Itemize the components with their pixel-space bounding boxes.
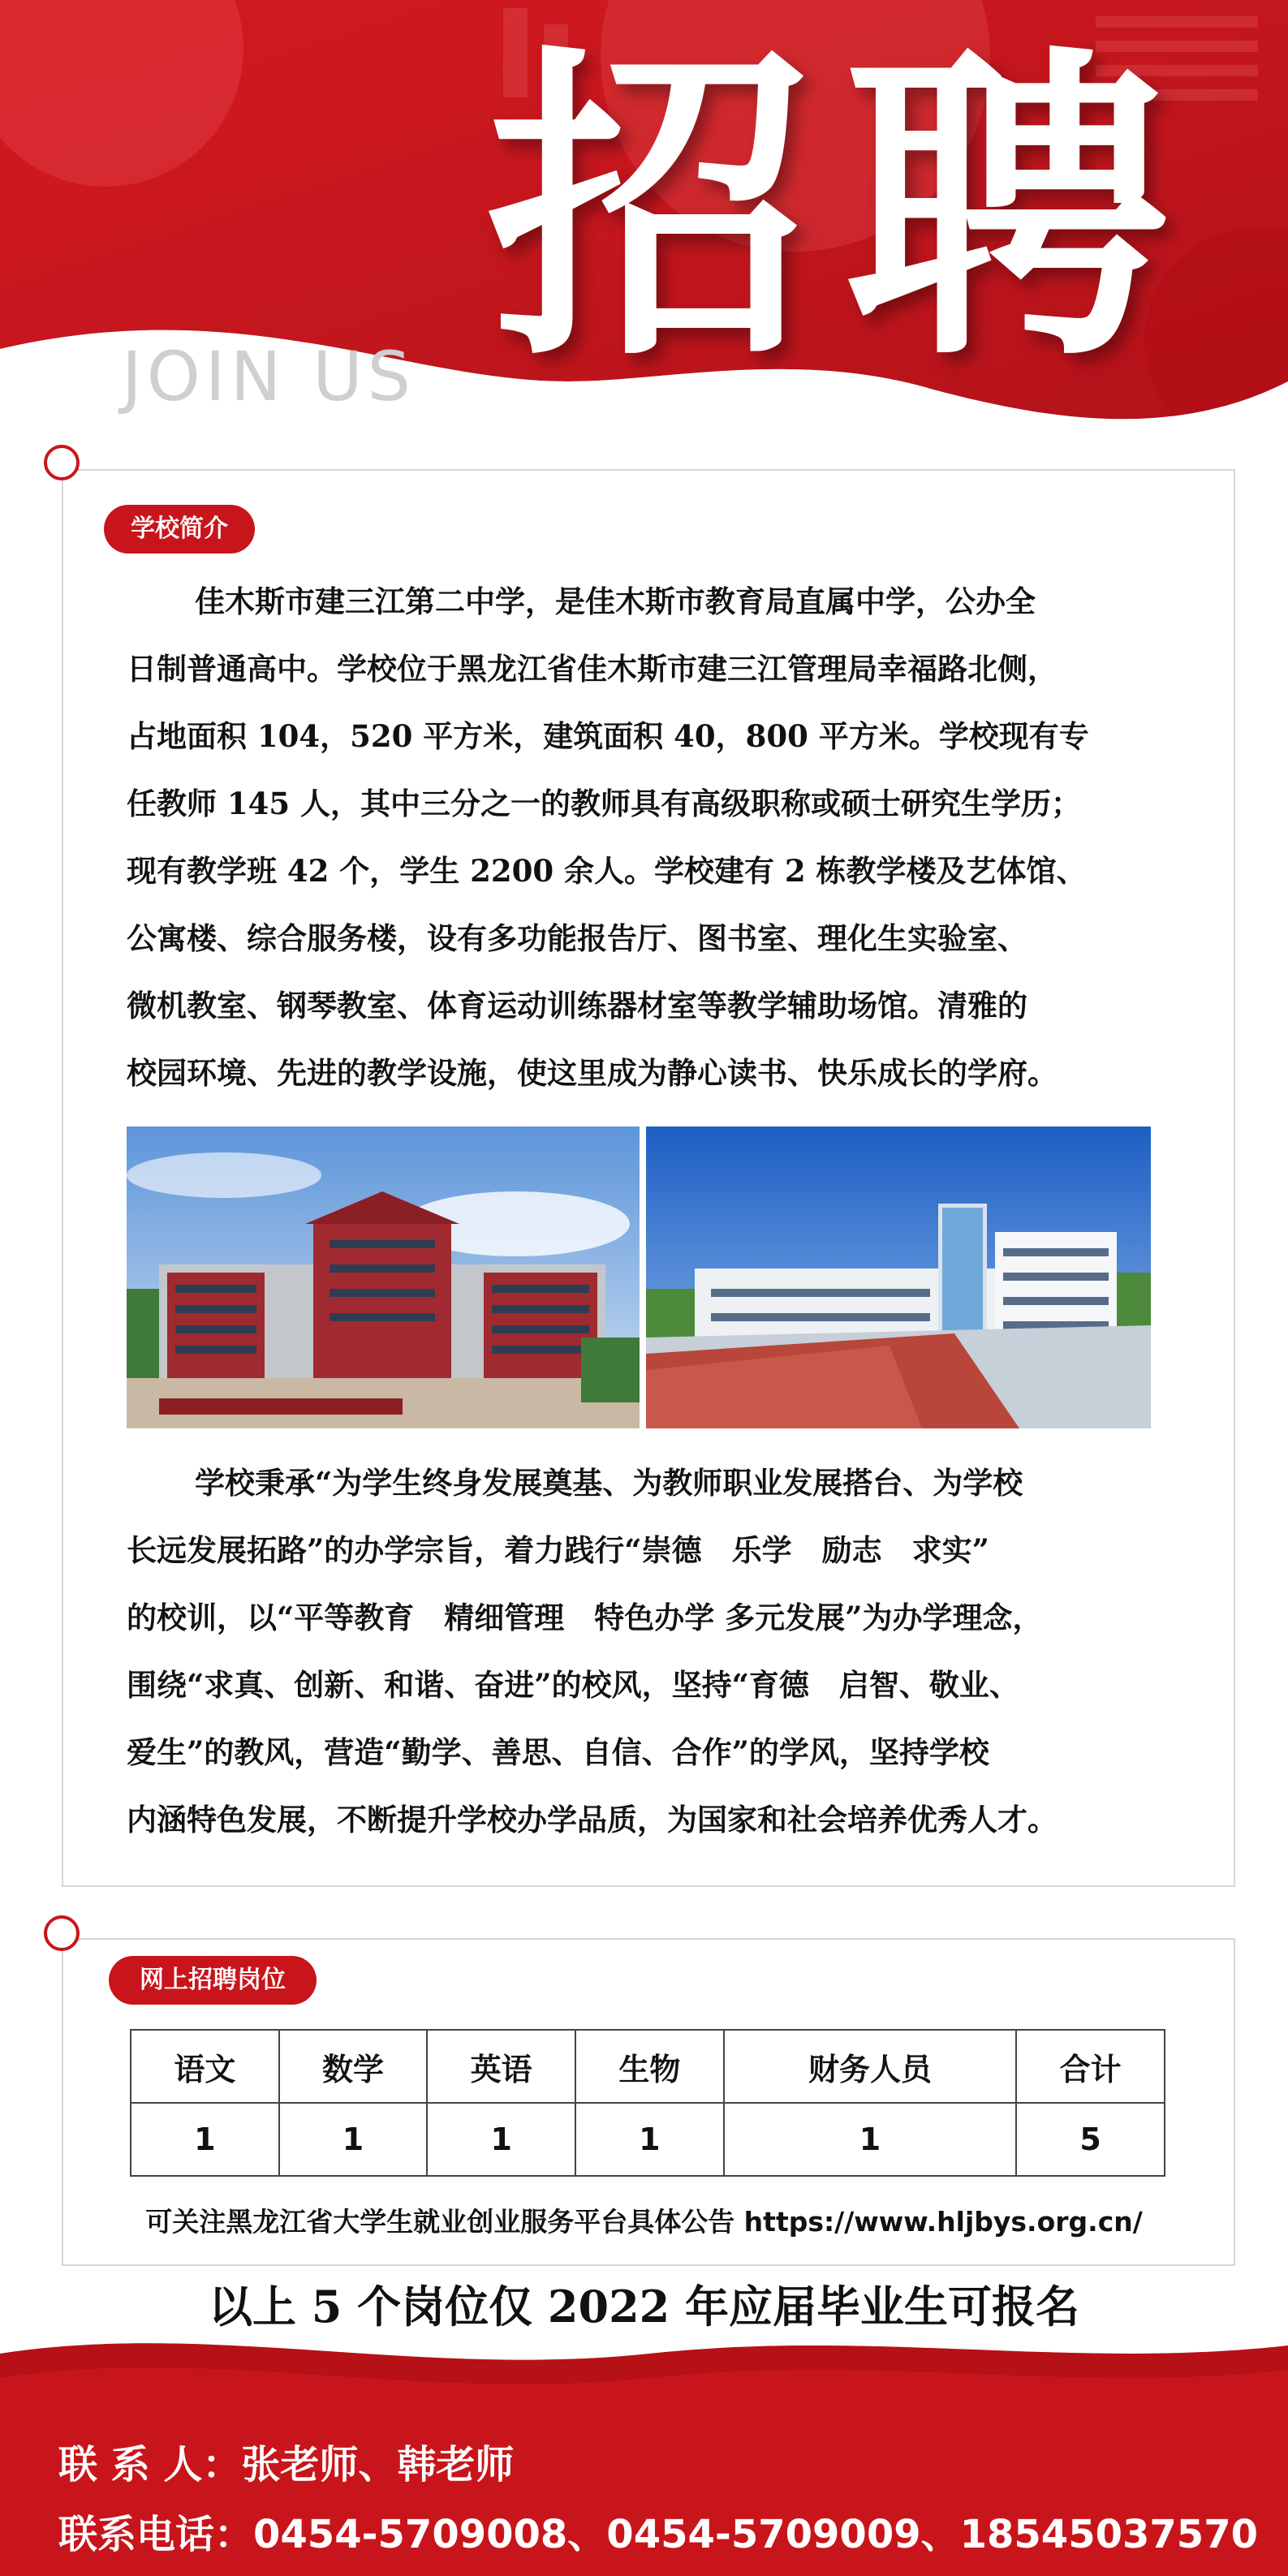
table-header-row — [131, 2030, 1165, 2103]
table-header-cell: 生物 — [575, 2030, 724, 2103]
table-cell: 1 — [575, 2103, 724, 2176]
table-row — [131, 2103, 1165, 2176]
table-cell: 5 — [1016, 2103, 1165, 2176]
text-line: 任教师 145 人，其中三分之一的教师具有高级职称或硕士研究生学历； — [127, 786, 1081, 821]
positions-table — [130, 2029, 1165, 2177]
positions-badge: 网上招聘岗位 — [109, 1956, 317, 2005]
text-line: 占地面积 104，520 平方米，建筑面积 40，800 平方米。学校现有专 — [127, 718, 1089, 754]
intro-paragraph-2 — [127, 1450, 1167, 1854]
table-header-cell: 财务人员 — [724, 2030, 1017, 2103]
table-cell: 1 — [427, 2103, 575, 2176]
contact-phone: 联系电话：0454-5709008、0454-5709009、18545037570 — [58, 2512, 1258, 2557]
school-intro-badge: 学校简介 — [104, 505, 255, 554]
table-header-cell: 合计 — [1016, 2030, 1165, 2103]
text-line: 佳木斯市建三江第二中学，是佳木斯市教育局直属中学，公办全 — [195, 584, 1036, 619]
platform-notice: 可关注黑龙江省大学生就业创业服务平台具体公告 https://www.hljbys.org.cn/ — [145, 2206, 1143, 2238]
text-line: 校园环境、先进的教学设施，使这里成为静心读书、快乐成长的学府。 — [127, 1055, 1058, 1091]
contact-person: 联 系 人：张老师、韩老师 — [58, 2442, 515, 2488]
text-line: 围绕“求真、创新、和谐、奋进”的校风，坚持“育德 启智、敬业、 — [127, 1667, 1019, 1703]
text-line: 公寓楼、综合服务楼，设有多功能报告厅、图书室、理化生实验室、 — [127, 920, 1027, 956]
text-line: 现有教学班 42 个，学生 2200 余人。学校建有 2 栋教学楼及艺体馆、 — [127, 853, 1087, 889]
table-cell: 1 — [131, 2103, 279, 2176]
table-cell: 1 — [724, 2103, 1017, 2176]
table-cell: 1 — [279, 2103, 428, 2176]
text-line: 的校训，以“平等教育 精细管理 特色办学 多元发展”为办学理念， — [127, 1600, 1043, 1635]
panel-ring-decoration — [44, 1915, 80, 1951]
table-header-cell: 数学 — [279, 2030, 428, 2103]
panel-ring-decoration — [44, 445, 80, 480]
table-header-cell: 语文 — [131, 2030, 279, 2103]
text-line: 长远发展拓路”的办学宗旨，着力践行“崇德 乐学 励志 求实” — [127, 1532, 989, 1568]
join-us-subtitle: JOIN US — [122, 337, 416, 416]
text-line: 学校秉承“为学生终身发展奠基、为教师职业发展搭台、为学校 — [195, 1465, 1023, 1501]
text-line: 爱生”的教风，营造“勤学、善思、自信、合作”的学风，坚持学校 — [127, 1734, 989, 1770]
text-line: 微机教室、钢琴教室、体育运动训练器材室等教学辅助场馆。清雅的 — [127, 988, 1027, 1023]
eligibility-headline: 以上 5 个岗位仅 2022 年应届毕业生可报名 — [208, 2281, 1080, 2333]
text-line: 内涵特色发展，不断提升学校办学品质，为国家和社会培养优秀人才。 — [127, 1802, 1058, 1837]
page-title: 招聘 — [487, 22, 1201, 399]
sports-field-photo — [646, 1126, 1151, 1428]
table-header-cell: 英语 — [427, 2030, 575, 2103]
text-line: 日制普通高中。学校位于黑龙江省佳木斯市建三江管理局幸福路北侧， — [127, 651, 1058, 687]
intro-paragraph-1 — [127, 568, 1167, 1107]
school-building-photo — [127, 1126, 640, 1428]
